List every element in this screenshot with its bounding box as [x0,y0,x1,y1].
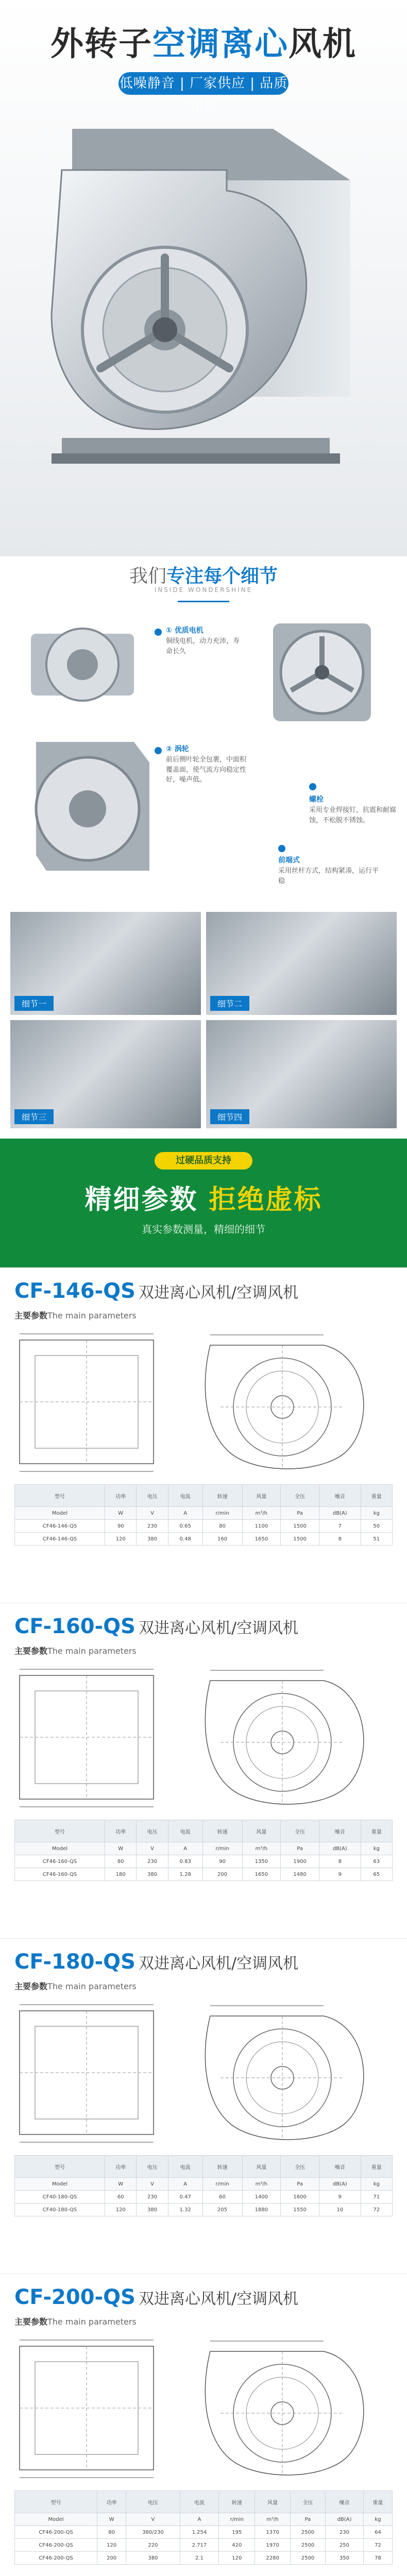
table-cell: 1550 [281,2204,319,2216]
table-cell: 1970 [255,2539,290,2552]
callout-bolt-title: 螺栓 [309,795,324,804]
table-unit: A [180,2513,218,2526]
table-cell: 9 [319,1868,361,1881]
table-header: 电流 [168,1820,202,1842]
table-cell: 1650 [242,1533,281,1546]
model-name: 双进离心风机/空调风机 [138,1619,299,1637]
table-cell: 200 [97,2552,126,2565]
table-header: 功率 [105,1820,137,1842]
table-cell: 200 [202,1868,242,1881]
table-header: 重量 [361,1820,392,1842]
wheel-image [258,613,386,732]
technical-drawing [14,1995,393,2150]
model-name: 双进离心风机/空调风机 [138,1284,299,1302]
model-subtitle-cn: 主要参数 [14,1646,48,1656]
table-row [15,2204,393,2216]
details-subtitle: INSIDE WONDERSHINE [154,586,253,594]
table-cell: 1900 [281,1855,319,1868]
table-unit: kg [361,1507,392,1520]
model-list [0,1267,407,2576]
table-header: 全压 [281,1485,319,1507]
table-header: 风量 [242,1485,281,1507]
table-cell: 1500 [281,1533,319,1546]
table-row [15,2552,393,2565]
callout-bolt-text: 采用专业焊接钉，抗震和耐腐蚀，不松脱不锈蚀。 [309,806,397,824]
table-unit: m³/h [242,2178,281,2191]
banner-headline-part-2: 拒绝虚标 [209,1184,323,1215]
table-header: 噪音 [326,2491,364,2513]
table-cell: 350 [326,2552,364,2565]
table-row [15,1868,393,1881]
table-cell: 1600 [281,2191,319,2204]
details-title-main: 我们 [129,566,166,587]
detail-photo-2 [206,912,397,1015]
table-cell: 1370 [255,2526,290,2539]
table-header: 噪音 [319,1485,361,1507]
table-header: 风量 [255,2491,290,2513]
table-header: 全压 [290,2491,325,2513]
details-section [0,556,407,1139]
table-unit: kg [361,1842,392,1855]
table-cell: 120 [105,1533,137,1546]
table-cell: 250 [326,2539,364,2552]
table-cell: 1.32 [168,2204,202,2216]
callout-front-title: 前端式 [278,856,300,865]
page-title [0,18,407,65]
table-row [15,1533,393,1546]
table-cell: 1650 [242,1868,281,1881]
table-unit: dB(A) [319,1507,361,1520]
table-unit: dB(A) [326,2513,364,2526]
detail-photo-1 [10,912,201,1015]
table-header: 转速 [202,1485,242,1507]
table-header: 风量 [242,2156,281,2178]
model-code: CF-200-QS [14,2285,135,2309]
model-section [0,2274,407,2576]
table-header: 电压 [137,2156,168,2178]
feature-bar: 低噪静音 | 厂家供应 | 品质保证 [118,72,289,95]
table-unit: Pa [290,2513,325,2526]
table-unit: A [168,2178,202,2191]
table-row [15,2191,393,2204]
table-cell: 380 [137,2204,168,2216]
table-cell: 0.47 [168,2191,202,2204]
table-unit: kg [363,2513,392,2526]
model-subtitle-en: The main parameters [47,1311,137,1320]
detail-photo-label: 细节四 [210,1109,249,1124]
detail-photo-label: 细节三 [14,1109,54,1124]
model-subtitle [14,1309,137,1321]
details-title [0,562,407,588]
table-cell: 1480 [281,1868,319,1881]
table-cell: CF46-146-QS [15,1520,105,1533]
technical-drawing [14,1660,393,1815]
table-cell: 195 [219,2526,255,2539]
callout-dot [155,747,162,754]
banner-pill: 过硬品质支持 [155,1152,252,1170]
table-cell: 2500 [290,2552,325,2565]
callout-dot [278,845,285,852]
table-cell: CF46-200-QS [15,2526,97,2539]
table-header: 功率 [105,1485,137,1507]
detail-photo-4 [206,1020,397,1128]
model-title [14,1950,298,1974]
model-subtitle [14,1645,137,1656]
table-cell: 120 [105,2204,137,2216]
table-cell: 1100 [242,1520,281,1533]
table-cell: CF46-160-QS [15,1868,105,1881]
divider [178,601,229,602]
table-cell: 51 [361,1533,392,1546]
table-cell: CF40-180-QS [15,2204,105,2216]
hero-fan-image [31,108,376,526]
model-subtitle-en: The main parameters [47,2317,137,2327]
model-name: 双进离心风机/空调风机 [138,2290,299,2308]
table-cell: 180 [105,1868,137,1881]
model-subtitle [14,2315,137,2327]
model-section [0,1603,407,1938]
table-cell: 1.28 [168,1868,202,1881]
banner-headline-part-1: 精细参数 [84,1184,209,1215]
callout-motor-text: 铜线电机，动力充沛，寿命长久 [166,637,240,655]
table-cell: 205 [202,2204,242,2216]
table-header: 重量 [361,2156,392,2178]
table-unit: W [105,2178,137,2191]
detail-photo-label: 细节二 [210,996,249,1011]
table-header: 型号 [15,2491,97,2513]
table-cell: 2500 [290,2526,325,2539]
table-header: 电流 [168,1485,202,1507]
table-header: 电压 [137,1485,168,1507]
table-header: 型号 [15,2156,105,2178]
model-name: 双进离心风机/空调风机 [138,1955,299,1973]
table-header: 电流 [168,2156,202,2178]
table-cell: 50 [361,1520,392,1533]
table-cell: 230 [326,2526,364,2539]
table-unit: W [105,1842,137,1855]
table-cell: 10 [319,2204,361,2216]
table-cell: 380 [137,1533,168,1546]
table-unit: V [137,1842,168,1855]
table-header: 转速 [219,2491,255,2513]
model-subtitle [14,1980,137,1992]
table-cell: 65 [361,1868,392,1881]
table-unit: Pa [281,1507,319,1520]
table-cell: 1880 [242,2204,281,2216]
table-header: 电流 [180,2491,218,2513]
callout-front [278,855,381,886]
model-title [14,1279,298,1303]
detail-photo-label: 细节一 [14,996,54,1011]
table-unit: A [168,1507,202,1520]
table-cell: 78 [363,2552,392,2565]
table-header: 电压 [126,2491,180,2513]
callout-wheel-text: 前后侧叶轮全包裹，中面积覆盖面，使气流方向稳定性好，噪声低。 [166,756,247,784]
callout-motor-title: ① 优质电机 [166,626,204,635]
model-title [14,1615,298,1638]
table-header: 转速 [202,1820,242,1842]
table-unit: kg [361,2178,392,2191]
fan-side-image [15,732,155,886]
model-title [14,2285,298,2309]
params-table [14,2490,393,2565]
table-row [15,2526,393,2539]
model-code: CF-180-QS [14,1950,135,1974]
table-cell: 64 [363,2526,392,2539]
banner-subline: 真实参数测量，精细的细节 [142,1223,265,1235]
table-header: 噪音 [319,1820,361,1842]
table-header: 全压 [281,2156,319,2178]
table-cell: 120 [97,2539,126,2552]
table-cell: CF46-200-QS [15,2539,97,2552]
technical-drawing [14,2331,393,2485]
table-cell: 72 [361,2204,392,2216]
table-unit: V [137,1507,168,1520]
table-cell: 8 [319,1855,361,1868]
table-row [15,1855,393,1868]
table-cell: 230 [137,2191,168,2204]
quality-banner [0,1139,407,1267]
callout-front-text: 采用丝杆方式，结构紧凑，运行平稳 [278,867,379,885]
detail-photo-3 [10,1020,201,1128]
table-cell: 2.717 [180,2539,218,2552]
model-subtitle-cn: 主要参数 [14,1311,48,1320]
table-cell: 0.65 [168,1520,202,1533]
table-cell: 71 [361,2191,392,2204]
params-table [14,1484,393,1546]
callout-bolt [309,794,397,825]
table-header: 功率 [97,2491,126,2513]
table-header: 全压 [281,1820,319,1842]
table-unit: V [126,2513,180,2526]
table-cell: 7 [319,1520,361,1533]
table-cell: 90 [105,1520,137,1533]
table-unit: Model [15,2178,105,2191]
table-header: 功率 [105,2156,137,2178]
table-cell: 80 [202,1520,242,1533]
title-part-1: 外转子 [50,25,152,63]
table-cell: 120 [219,2552,255,2565]
table-unit: Model [15,2513,97,2526]
title-part-3: 风机 [289,25,357,63]
table-cell: 2.1 [180,2552,218,2565]
callout-dot [309,783,316,790]
table-unit: A [168,1842,202,1855]
table-cell: 80 [97,2526,126,2539]
table-cell: CF46-146-QS [15,1533,105,1546]
table-header: 型号 [15,1485,105,1507]
callout-dot [155,629,162,636]
table-header: 型号 [15,1820,105,1842]
table-cell: 230 [137,1520,168,1533]
table-unit: V [137,2178,168,2191]
model-section [0,1267,407,1603]
table-header: 噪音 [319,2156,361,2178]
table-cell: 160 [202,1533,242,1546]
table-unit: Model [15,1842,105,1855]
callout-wheel-title: ② 涡轮 [166,745,189,753]
model-subtitle-en: The main parameters [47,1981,137,1991]
table-unit: r/min [219,2513,255,2526]
model-subtitle-cn: 主要参数 [14,2317,48,2327]
title-part-highlight: 空调离心 [152,25,289,63]
technical-drawing [14,1325,393,1479]
table-unit: dB(A) [319,1842,361,1855]
table-header: 转速 [202,2156,242,2178]
table-cell: 60 [202,2191,242,2204]
table-cell: 80 [105,1855,137,1868]
table-unit: Pa [281,1842,319,1855]
table-cell: 90 [202,1855,242,1868]
table-unit: W [97,2513,126,2526]
table-unit: m³/h [255,2513,290,2526]
table-unit: dB(A) [319,2178,361,2191]
params-table [14,1820,393,1881]
model-subtitle-cn: 主要参数 [14,1981,48,1991]
table-cell: 8 [319,1533,361,1546]
table-cell: 63 [361,1855,392,1868]
model-code: CF-160-QS [14,1615,135,1638]
details-title-highlight: 专注每个细节 [166,566,278,587]
callout-motor [166,625,243,656]
table-cell: 230 [137,1855,168,1868]
table-cell: 380 [126,2552,180,2565]
table-row [15,1520,393,1533]
banner-headline [0,1178,407,1216]
table-cell: 0.83 [168,1855,202,1868]
table-cell: 1400 [242,2191,281,2204]
table-cell: 9 [319,2191,361,2204]
table-unit: Pa [281,2178,319,2191]
table-cell: 1.254 [180,2526,218,2539]
table-cell: 420 [219,2539,255,2552]
table-cell: 0.48 [168,1533,202,1546]
table-row [15,2539,393,2552]
table-unit: Model [15,1507,105,1520]
table-cell: 380/230 [126,2526,180,2539]
table-cell: 380 [137,1868,168,1881]
params-table [14,2155,393,2216]
table-cell: 1350 [242,1855,281,1868]
table-header: 电压 [137,1820,168,1842]
model-section [0,1938,407,2274]
table-unit: r/min [202,1507,242,1520]
table-cell: 72 [363,2539,392,2552]
table-cell: 1500 [281,1520,319,1533]
table-cell: CF46-160-QS [15,1855,105,1868]
table-unit: r/min [202,2178,242,2191]
table-unit: r/min [202,1842,242,1855]
table-cell: CF46-200-QS [15,2552,97,2565]
table-unit: m³/h [242,1842,281,1855]
table-cell: 2500 [290,2539,325,2552]
model-subtitle-en: The main parameters [47,1646,137,1656]
hero-section [0,0,407,556]
table-cell: 2280 [255,2552,290,2565]
table-unit: W [105,1507,137,1520]
table-header: 重量 [361,1485,392,1507]
motor-image [21,613,144,716]
table-header: 风量 [242,1820,281,1842]
model-code: CF-146-QS [14,1279,135,1303]
callout-wheel [166,744,248,785]
table-cell: CF40-180-QS [15,2191,105,2204]
table-unit: m³/h [242,1507,281,1520]
table-header: 重量 [363,2491,392,2513]
table-cell: 220 [126,2539,180,2552]
table-cell: 60 [105,2191,137,2204]
